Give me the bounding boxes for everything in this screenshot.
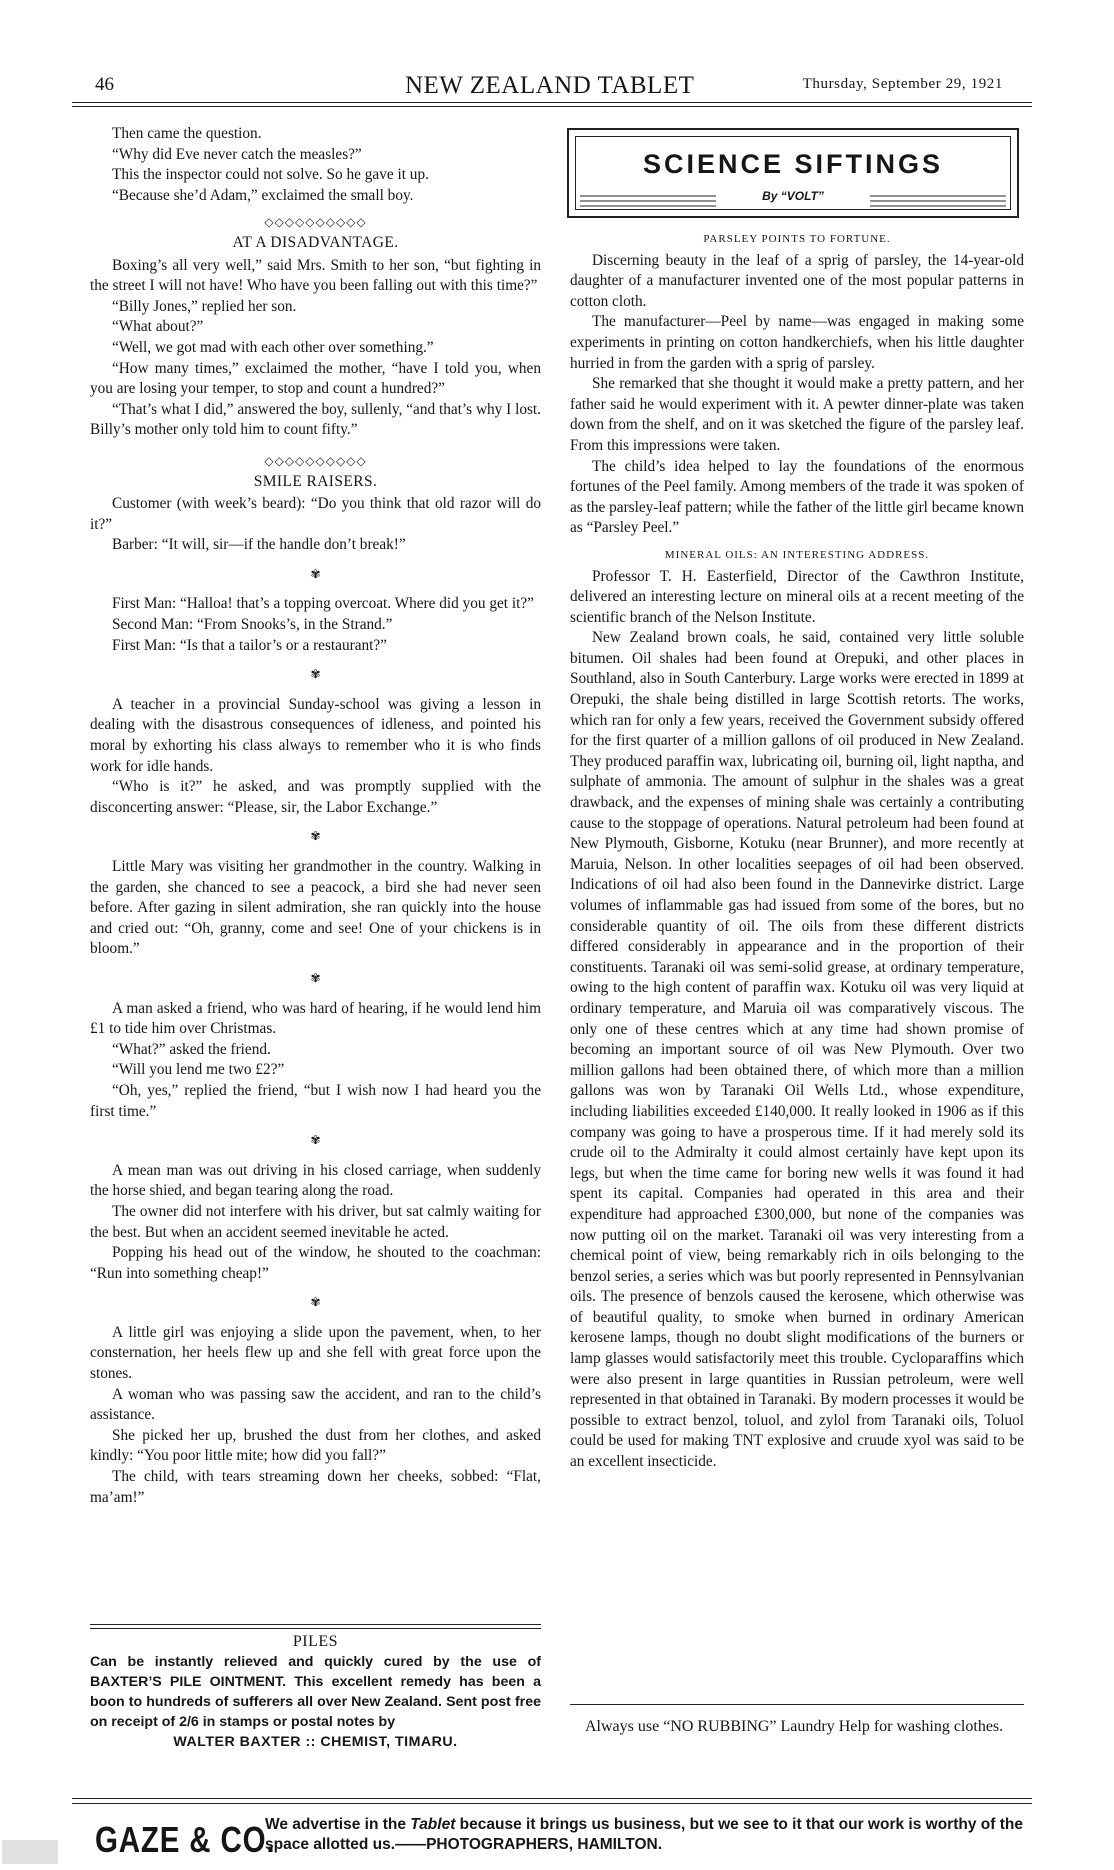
footer-rule-thin [72,1803,1032,1804]
advert-brand: GAZE & CO. [95,1819,276,1860]
paragraph: She picked her up, brushed the dust from her clothes, and asked kindly: “You poor little mite; how did you fall?” [90,1426,541,1465]
advert-rule [90,1624,541,1625]
flower-separator-icon: ✾ [310,566,321,581]
paragraph: New Zealand brown coals, he said, contained very little soluble bitumen. Oil shales had been found at Orepuki, and other places in Southland, also in South Canterbury. Large works were erected in 1899 at Orepuki, the shale being distilled in large Scottish retorts. The works, which ran for only a few years, received the Government subsidy offered for the first quarter of a million gallons of oil produced in New Zealand. They produced paraffin wax, lubricating oil, burning oil, light naptha, and sulphate of ammonia. The amount of sulphur in the shales was a great drawback, and the expenses of mining shale was certainly a contributing cause to the stoppage of operations. Natural petroleum had been found at New Plymouth, Gisborne, Kotuku (near Brunner), and more recently at Maruia, Nelson. In other localities seepages of oil had been observed. Indications of oil had also been found in the Dannevirke district. Large volumes of inflammable gas had issued from some of the bores, but no considerable quantity of oil. The oils from these different districts differed considerably in appearance and in the proportion of their constituents. Taranaki oil was semi-solid grease, at ordinary temperature, owing to the high content of paraffin wax. Kotuku oil was very liquid at ordinary temperature, and Maruia oil was comparatively viscous. The only one of these centres which at any time had shown promise of becoming an important source of oil was New Plymouth. Over two million gallons had been obtained there, of which more than a million gallons was won by Taranaki Oil Wells Ltd., whose expenditure, including liabilities exceeded £140,000. It really looked in 1906 as if this company was going to have a prosperous time. If it had merely sold its crude oil to the Admiralty it could almost certainly have kept upon its legs, but when the time came for boring new wells it was found it had spent its capital. Companies had operated in this area and their expenditure had approached £300,000, but none of the companies was now putting oil on the market. Taranaki oil was very interesting from a chemical point of view, being remarkably rich in oils belonging to the benzol series, a series which was but poorly represented in Pennsylvanian oils. The presence of benzols caused the kerosene, which otherwise was of beautiful quality, to smoke when burned in ordinary American kerosene lamps, though no doubt slight modifications of the burners or lamp glasses would satisfactorily meet this trouble. Cycloparaffins which were also present in large quantities in Russian petroleum, were well represented in that obtained in Taranaki. By modern processes it would be possible to extract benzol, toluol, and zylol from Taranaki oils, Toluol could be used for making TNT explosive and cruude xyol was said to be an excellent insecticide. [570,629,1024,1471]
paragraph: Professor T. H. Easterfield, Director of the Cawthron Institute, delivered an interesting lecture on mineral oils at a recent meeting of the scientific branch of the Nelson Institute. [570,567,1024,626]
flower-separator-icon: ✾ [310,829,321,844]
paragraph: “Well, we got mad with each other over something.” [112,338,434,356]
paragraph: Popping his head out of the window, he shouted to the coachman: “Run into something cheap!” [90,1244,541,1282]
advert-text [265,1815,1035,1855]
paragraph: First Man: “Halloa! that’s a topping overcoat. Where did you get it?” [112,595,534,613]
article-heading: PARSLEY POINTS TO FORTUNE. [703,233,891,245]
publication-name: Tablet [410,1816,456,1833]
footer-rule [72,1798,1032,1799]
paragraph: “Why did Eve never catch the measles?” [112,145,362,163]
paragraph: This the inspector could not solve. So he gave it up. [112,166,429,184]
right-column [570,229,1024,1473]
header-rule-thin [72,106,1032,107]
advert-text-prefix: We advertise in the [265,1816,411,1833]
paragraph: A mean man was out driving in his closed carriage, when suddenly the horse shied, and began tearing along the road. [90,1161,541,1200]
banner-inner-frame [575,136,1011,210]
section-heading: SMILE RAISERS. [253,472,378,490]
paragraph: “What about?” [112,318,204,336]
paragraph: “How many times,” exclaimed the mother, “have I told you, when you are losing your temper, to stop and count a hundred?” [90,359,541,398]
paragraph: Little Mary was visiting her grandmother in the country. Walking in the garden, she chanced to see a peacock, a bird she had never seen before. After gazing in silent admiration, she ran quickly into the house and cried out: “Oh, granny, come and see! One of your chickens is in bloom.” [90,858,541,958]
scan-smudge-icon [0,1836,60,1866]
paragraph: A little girl was enjoying a slide upon the pavement, when, to her consternation, her heels flew up and she fell with great force upon the stones. [90,1323,541,1383]
issue-date: Thursday, September 29, 1921 [802,76,1003,92]
paragraph: “Oh, yes,” replied the friend, “but I wish now I had heard you the first time.” [90,1081,541,1120]
advert-text-suffix: because it brings us business, but we see to it that our work is worthy of the space allotted us. [265,1816,1023,1853]
page-number: 46 [95,74,114,95]
ornament-divider: ◇◇◇◇◇◇◇◇◇◇ [264,215,367,230]
flower-separator-icon: ✾ [310,667,321,682]
paragraph: Boxing’s all very well,” said Mrs. Smith to her son, “but fighting in the street I will not have! Who have you been falling out with this time?” [90,256,541,295]
advert-signature: WALTER BAXTER :: CHEMIST, TIMARU. [173,1734,458,1750]
section-heading: AT A DISADVANTAGE. [232,233,399,251]
paragraph: The child’s idea helped to lay the foundations of the enormous fortunes of the Peel family. Among members of the trade it was spoken of as the parsley-leaf pattern; while the father of the little girl became known as “Parsley Peel.” [570,457,1024,537]
paragraph: “Who is it?” he asked, and was promptly supplied with the disconcerting answer: “Please, sir, the Labor Exchange.” [90,778,541,816]
paragraph: First Man: “Is that a tailor’s or a restaurant?” [112,636,387,654]
science-siftings-banner [567,128,1019,218]
piles-advert [90,1632,541,1752]
left-column [90,124,541,1508]
flower-separator-icon: ✾ [310,970,321,985]
paragraph: Second Man: “From Snooks’s, in the Strand.” [112,616,393,634]
paragraph: The owner did not interfere with his driver, but sat calmly waiting for the best. But when an accident seemed inevitable he acted. [90,1202,541,1241]
column-title: SCIENCE SIFTINGS [642,149,944,179]
advert-heading: PILES [292,1633,339,1650]
paragraph: “Because she’d Adam,” exclaimed the small boy. [112,186,414,204]
article-heading: MINERAL OILS: AN INTERESTING ADDRESS. [664,548,930,561]
gaze-advert [95,1813,1035,1867]
ornament-divider: ◇◇◇◇◇◇◇◇◇◇ [264,453,367,468]
paragraph: A man asked a friend, who was hard of hearing, if he would lend him £1 to tide him over Christmas. [90,999,541,1038]
paragraph: “Will you lend me two £2?” [112,1061,285,1079]
column-byline: By “VOLT” [762,189,824,203]
flower-separator-icon: ✾ [310,1295,321,1310]
paragraph: The child, with tears streaming down her cheeks, sobbed: “Flat, ma’am!” [90,1468,541,1506]
paragraph: She remarked that she thought it would make a pretty pattern, and her father said he would experiment with it. A pewter dinner-plate was taken down from the shelf, and on it was sketched the figure of the parsley leaf. From this impressions were taken. [570,375,1024,454]
page-header [95,74,1003,102]
paragraph: A woman who was passing saw the accident, and ran to the child’s assistance. [90,1385,541,1424]
no-rubbing-advert: Always use “NO RUBBING” Laundry Help for washing clothes. [585,1718,1004,1735]
header-rule [72,102,1032,103]
advert-rule-thin [90,1628,541,1629]
paragraph: Discerning beauty in the leaf of a sprig of parsley, the 14-year-old daughter of a manufacturer invented one of the most popular patterns in cotton cloth. [570,251,1024,310]
paragraph: “What?” asked the friend. [112,1040,271,1058]
paragraph: “Billy Jones,” replied her son. [112,297,297,315]
paragraph: “That’s what I did,” answered the boy, sullenly, “and that’s why I lost. Billy’s mother only told him to count fifty.” [90,400,541,439]
flower-separator-icon: ✾ [310,1133,321,1148]
masthead-title: NEW ZEALAND TABLET [405,72,695,99]
paragraph: Barber: “It will, sir—if the handle don’t break!” [112,536,406,554]
paragraph: The manufacturer—Peel by name—was engaged in making some experiments in printing on cotton handkerchiefs, when his little daughter hurried in from the garden with a sprig of parsley. [570,313,1024,372]
paragraph: A teacher in a provincial Sunday-school was giving a lesson in dealing with the disastrous consequences of idleness, and pointed his moral by exhorting his class always to remember who it is who finds work for idle hands. [90,695,541,775]
paragraph: Customer (with week’s beard): “Do you think that old razor will do it?” [90,495,541,533]
advert-signature: ——PHOTOGRAPHERS, HAMILTON. [395,1836,663,1853]
paragraph: Then came the question. [112,125,262,142]
ad-rule [570,1704,1024,1705]
advert-body: Can be instantly relieved and quickly cured by the use of BAXTER’S PILE OINTMENT. This excellent remedy has been a boon to hundreds of sufferers all over New Zealand. Sent post free on receipt of 2/6 in stamps or postal notes by [90,1654,541,1730]
